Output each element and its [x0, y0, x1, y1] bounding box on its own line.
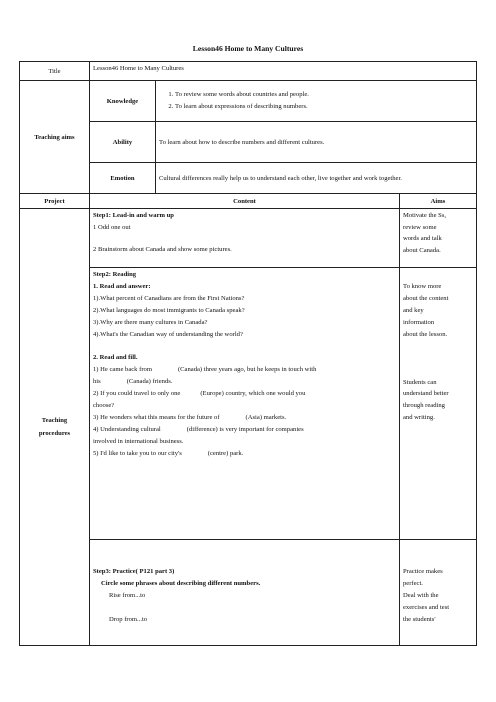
- teaching-procedures-text: Teaching procedures: [38, 417, 71, 437]
- header-content: Content: [90, 194, 400, 209]
- knowledge-label: Knowledge: [90, 81, 156, 122]
- step2-aim-line: To know more: [403, 283, 442, 290]
- title-row: [20, 62, 477, 81]
- step2-content: [90, 268, 400, 540]
- step2-aim-line: and writing.: [403, 414, 435, 422]
- step3-aim-line: Deal with the: [403, 592, 439, 599]
- ability-label: Ability: [90, 122, 156, 163]
- fill-line-2b: choose?: [93, 402, 115, 410]
- fill-line-1b: [93, 376, 396, 388]
- step1-line: 2 Brainstorm about Canada and show some pictures.: [93, 246, 232, 253]
- fill-text: 2) If you could travel to only one: [93, 390, 181, 398]
- step3-aims: [400, 540, 477, 646]
- step2-heading: Step2: Reading: [93, 271, 137, 278]
- step3-aim-line: exercises and test: [403, 604, 450, 611]
- teaching-aims-label: Teaching aims: [20, 81, 90, 194]
- header-project: Project: [20, 194, 90, 209]
- question: 3).Why are there many cultures in Canada?: [93, 318, 208, 326]
- step3-heading: Step3: Practice( P121 part 3): [93, 568, 175, 575]
- step2-sub1: 1. Read and answer:: [93, 282, 151, 290]
- step1-aim-line: review some: [403, 223, 437, 231]
- step1-content: [90, 209, 400, 268]
- phrase: Rise from...to: [109, 592, 146, 599]
- fill-text: (Asia) markets.: [245, 413, 287, 421]
- step3-content: [90, 540, 400, 646]
- phrase: Drop from...to: [109, 616, 148, 623]
- knowledge-item: 1. To review some words about countries and people.: [175, 89, 473, 101]
- step2-aim-line: about the lesson.: [403, 330, 448, 338]
- step2-aim-line: understand better: [403, 390, 449, 398]
- emotion-label: Emotion: [90, 163, 156, 194]
- header-aims: Aims: [400, 194, 477, 209]
- step2-sub2: 2. Read and fill.: [93, 354, 138, 362]
- knowledge-cell: [156, 81, 477, 122]
- knowledge-row: [20, 81, 477, 122]
- step2-aim-line: Students can: [403, 378, 437, 386]
- step1-row: [20, 209, 477, 268]
- fill-text: (difference) is very important for companies: [186, 425, 304, 433]
- fill-text: (Canada) three years ago, but he keeps in touch with: [177, 366, 317, 374]
- fill-text: 1) He came back from: [93, 366, 152, 374]
- title-label: Title: [20, 62, 90, 81]
- fill-text: 3) He wonders what this means for the future of: [93, 413, 220, 421]
- step2-aim-line: and key: [403, 306, 424, 314]
- step2-aims: [400, 268, 477, 540]
- fill-text: (centre) park.: [207, 449, 244, 457]
- fill-line-4b: involved in international business.: [93, 437, 184, 445]
- step1-aim-line: words and talk: [403, 235, 442, 242]
- step2-aim-line: about the content: [403, 294, 449, 302]
- step1-aim-line: Motivate the Ss,: [403, 212, 447, 219]
- fill-text: 5) I'd like to take you to our city's: [93, 449, 182, 457]
- knowledge-item: 2. To learn about expressions of describing numbers.: [175, 101, 473, 113]
- knowledge-list: [159, 89, 473, 113]
- step3-sub: Circle some phrases about describing different numbers.: [101, 580, 261, 587]
- step3-aim-line: Practice makes: [403, 568, 443, 575]
- step3-aim-line: perfect.: [403, 580, 423, 587]
- document-title: Lesson46 Home to Many Cultures: [192, 44, 304, 53]
- fill-text: his: [93, 378, 101, 386]
- fill-line-1: [93, 364, 396, 376]
- step1-heading: Step1: Lead-in and warm up: [93, 212, 174, 219]
- header-row: [20, 194, 477, 209]
- fill-text: 4) Understanding cultural: [93, 425, 161, 433]
- step3-aim-line: the students': [403, 616, 436, 623]
- fill-text: (Canada) friends.: [126, 378, 173, 386]
- fill-line-2: [93, 388, 396, 400]
- fill-line-5: [93, 448, 396, 460]
- fill-text: (Europe) country, which one would you: [200, 390, 306, 398]
- step1-aim-line: about Canada.: [403, 246, 441, 254]
- title-value: Lesson46 Home to Many Cultures: [90, 62, 477, 81]
- step2-aim-line: information: [403, 318, 435, 326]
- question: 1).What percent of Canadians are from the First Nations?: [93, 294, 245, 302]
- step1-line: 1 Odd one out: [93, 223, 131, 231]
- question: 4).What's the Canadian way of understanding the world?: [93, 330, 243, 338]
- emotion-text: Cultural differences really help us to understand each other, live together and work together.: [156, 163, 477, 194]
- ability-text: To learn about how to describe numbers and different cultures.: [156, 122, 477, 163]
- fill-line-3: [93, 412, 396, 424]
- fill-line-4: [93, 424, 396, 436]
- step2-aim-line: through reading: [403, 402, 445, 410]
- step1-aims: [400, 209, 477, 268]
- teaching-procedures-label: [20, 209, 90, 646]
- question: 2).What languages do most immigrants to Canada speak?: [93, 306, 245, 314]
- lesson-plan-table: [19, 61, 477, 646]
